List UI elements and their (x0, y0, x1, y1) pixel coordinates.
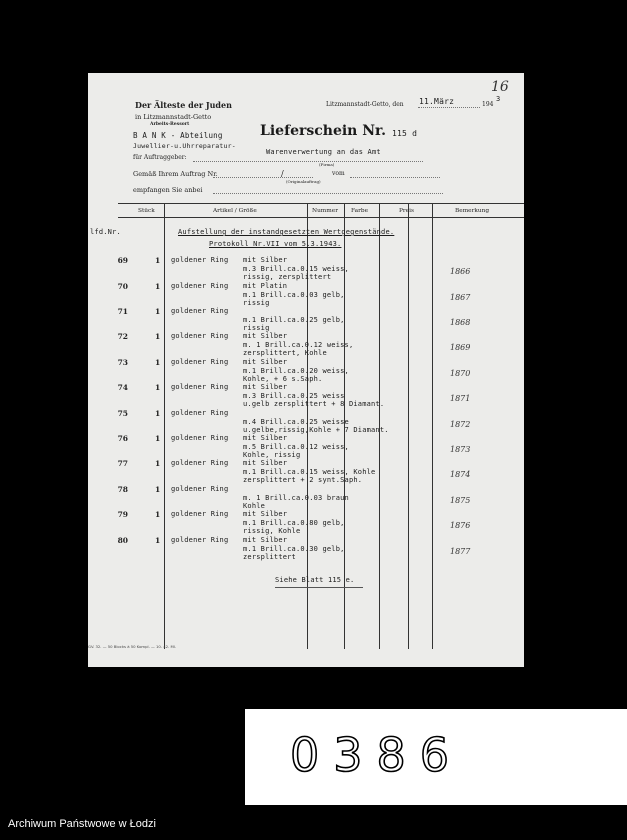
row-item: goldener Ring (171, 307, 229, 315)
row-remark: 1866 (450, 267, 471, 276)
row-number: 74 (117, 383, 128, 392)
row-qty: 1 (155, 510, 161, 519)
row-remark: 1868 (450, 318, 471, 327)
row-detail-line: m.1 Brill.ca.0.03 gelb, (243, 290, 345, 299)
row-remark: 1870 (450, 369, 471, 378)
header-number: Nummer (312, 208, 339, 214)
row-number: 76 (117, 434, 128, 443)
row-qty: 1 (155, 282, 161, 291)
row-detail-line: zersplittert + 2 synt.Saph. (243, 476, 363, 484)
row-detail-line: rissig (243, 299, 270, 307)
row-detail-line: u.gelb zersplittert + 8 Diamant. (243, 400, 385, 408)
row-item: goldener Ring (171, 485, 229, 493)
row-detail-line: rissig, zersplittert (243, 273, 332, 281)
row-detail-line: m. 1 Brill.ca.0.12 weiss, (243, 340, 354, 349)
order-line (213, 177, 313, 178)
header-color: Farbe (351, 208, 368, 214)
row-item: goldener Ring (171, 383, 229, 391)
row-detail-line: mit Silber (243, 256, 288, 264)
vom-label: vom (332, 170, 345, 177)
lfd-label: lfd.Nr. (90, 228, 121, 236)
date-value: 11.März (419, 97, 455, 106)
row-detail-line: mit Silber (243, 358, 288, 366)
col-divider (408, 204, 409, 649)
row-number: 78 (117, 485, 128, 494)
client-line (193, 161, 423, 162)
row-qty: 1 (155, 459, 161, 468)
received-label: empfangen Sie anbei (133, 186, 203, 194)
row-detail-line: mit Silber (243, 459, 288, 467)
row-remark: 1873 (450, 445, 471, 454)
row-detail-line: m.4 Brill.ca.0.25 weisse (243, 417, 349, 426)
org-line-1: Der Älteste der Juden (135, 100, 232, 110)
row-remark: 1877 (450, 547, 471, 556)
row-qty: 1 (155, 383, 161, 392)
page-number-handwritten: 16 (491, 79, 509, 95)
place-date-prefix: Litzmannstadt-Getto, den (326, 101, 404, 108)
archive-number: 0386 (290, 728, 464, 782)
row-remark: 1871 (450, 394, 471, 403)
row-detail-line: mit Silber (243, 383, 288, 391)
row-detail-line: m.3 Brill.ca.0.25 weiss (243, 391, 345, 400)
row-detail-line: rissig (243, 324, 270, 332)
header-article: Artikel / Größe (213, 208, 257, 214)
order-label: Gemäß Ihrem Auftrag Nr. (133, 170, 218, 178)
row-number: 75 (117, 409, 128, 418)
row-detail-line: mit Silber (243, 510, 288, 518)
intro-line-1: Aufstellung der instandgesetzten Wertgegenstände. (178, 228, 395, 236)
header-qty: Stück (138, 208, 155, 214)
row-detail-line: m.1 Brill.ca.0.25 gelb, (243, 315, 345, 324)
row-item: goldener Ring (171, 358, 229, 366)
row-number: 72 (117, 332, 128, 341)
print-footer: GV. 32. — 50 Blocks à 50 Kompl. — 10. 42. Ml. (88, 644, 177, 649)
order-slash: / (281, 169, 284, 178)
row-detail-line: zersplittert, Kohle (243, 349, 327, 357)
row-item: goldener Ring (171, 459, 229, 467)
row-detail-line: Kohle, + 6 s.Saph. (243, 375, 323, 383)
row-detail-line: mit Silber (243, 536, 288, 544)
row-remark: 1876 (450, 521, 471, 530)
vom-line (350, 177, 440, 178)
year-prefix: 194 (482, 101, 494, 108)
row-remark: 1872 (450, 420, 471, 429)
continued-note: Siehe Blatt 115 e. (275, 576, 355, 584)
row-detail-line: m. 1 Brill.ca.0.03 braun (243, 493, 349, 502)
header-remarks: Bemerkung (455, 208, 490, 214)
row-qty: 1 (155, 409, 161, 418)
continued-underline (275, 587, 363, 588)
row-remark: 1874 (450, 470, 471, 479)
row-detail-line: u.gelbe,rissig,Kohle + 7 Diamant. (243, 426, 389, 434)
row-detail-line: m.5 Brill.ca.0.12 weiss, (243, 442, 349, 451)
row-detail-line: Kohle (243, 502, 266, 510)
row-detail-line: zersplittert (243, 553, 296, 561)
table-header-rule (118, 217, 524, 218)
row-detail-line: m.3 Brill.ca.0.15 weiss, (243, 264, 349, 273)
date-line (418, 107, 480, 108)
firma-caption: (Firma) (319, 162, 335, 167)
row-number: 80 (117, 536, 128, 545)
row-qty: 1 (155, 358, 161, 367)
row-number: 69 (117, 256, 128, 265)
row-item: goldener Ring (171, 510, 229, 518)
client-value: Warenverwertung an das Amt (266, 148, 381, 156)
row-remark: 1869 (450, 343, 471, 352)
dept-line-2: Juwellier-u.Uhrreparatur- (133, 142, 236, 150)
col-divider (164, 204, 165, 649)
row-detail-line: Kohle, rissig (243, 451, 301, 459)
col-divider (432, 204, 433, 649)
row-qty: 1 (155, 256, 161, 265)
title-number: 115 d (392, 129, 418, 138)
row-item: goldener Ring (171, 282, 229, 290)
row-qty: 1 (155, 332, 161, 341)
row-detail-line: m.1 Brill.ca.0.20 weiss, (243, 366, 349, 375)
client-label: für Auftraggeber: (133, 154, 187, 161)
row-qty: 1 (155, 434, 161, 443)
row-item: goldener Ring (171, 256, 229, 264)
row-item: goldener Ring (171, 536, 229, 544)
row-detail-line: m.1 Brill.ca.0.30 gelb, (243, 544, 345, 553)
row-detail-line: rissig, Kohle (243, 527, 301, 535)
row-detail-line: m.1 Brill.ca.0.15 weiss, Kohle (243, 467, 376, 476)
intro-line-2: Protokoll Nr.VII vom 5.3.1943. (209, 240, 342, 248)
row-number: 71 (117, 307, 128, 316)
row-item: goldener Ring (171, 434, 229, 442)
row-detail-line: mit Silber (243, 332, 288, 340)
row-remark: 1875 (450, 496, 471, 505)
row-number: 73 (117, 358, 128, 367)
org-line-2: in Litzmannstadt-Getto (135, 113, 212, 121)
header-price: Preis (399, 208, 414, 214)
row-item: goldener Ring (171, 332, 229, 340)
document-title: Lieferschein Nr. (260, 123, 386, 139)
row-qty: 1 (155, 536, 161, 545)
document-page (88, 73, 524, 667)
row-number: 70 (117, 282, 128, 291)
row-number: 79 (117, 510, 128, 519)
row-detail-line: m.1 Brill.ca.0.80 gelb, (243, 518, 345, 527)
original-order-caption: (Originalauftrag) (286, 179, 321, 184)
year-suffix: 3 (496, 95, 501, 103)
row-remark: 1867 (450, 293, 471, 302)
row-number: 77 (117, 459, 128, 468)
row-detail-line: mit Platin (243, 282, 288, 290)
table-top-rule (118, 203, 524, 204)
archive-label: Archiwum Państwowe w Łodzi (8, 818, 156, 830)
org-line-3: Arbeits-Ressort (150, 122, 190, 127)
received-line (213, 193, 443, 194)
row-item: goldener Ring (171, 409, 229, 417)
dept-line-1: B A N K - Abteilung (133, 131, 223, 140)
row-detail-line: mit Silber (243, 434, 288, 442)
row-qty: 1 (155, 485, 161, 494)
row-qty: 1 (155, 307, 161, 316)
